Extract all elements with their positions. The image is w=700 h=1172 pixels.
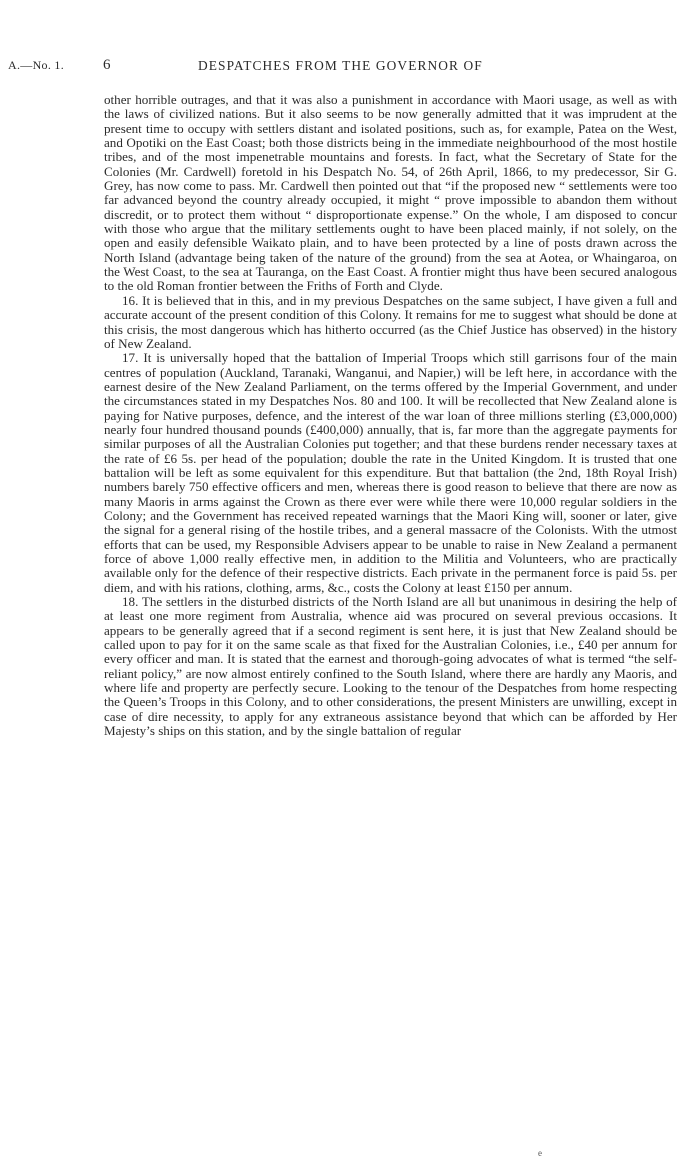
- footer-signature-mark: e: [538, 1148, 542, 1158]
- running-title: DESPATCHES FROM THE GOVERNOR OF: [198, 58, 483, 73]
- paragraph-text: other horrible outrages, and that it was also a punishment in accordance with Maori usage, as well as with the laws of civilized nations. But it also seems to be now generally admitted that it was imprudent at the present time to occupy with settlers distant and isolated positions, such as, for example, Patea on the West, and Opotiki on the East Coast; both those districts being in the immediate neighbourhood of the most hostile tribes, and of the most impenetrable mountains and forests. In fact, what the Secretary of State for the Colonies (Mr. Cardwell) foretold in his Despatch No. 54, of 26th April, 1866, to my predecessor, Sir G. Grey, has now come to pass. Mr. Cardwell then pointed out that “if the proposed new “ settlements were too far advanced beyond the country already occupied, it might “ prove impossible to abandon them without discredit, or to protect them without “ disproportionate expense.” On the whole, I am disposed to concur with those who argue that the military settlements ought to have been placed mainly, if not solely, on the open and easily defensible Waikato plain, and to have been protected by a line of posts drawn across the North Island (advantage being taken of the nature of the ground) from the sea at Aotea, or Whaingaroa, on the West Coast, to the sea at Tauranga, on the East Coast. A frontier might thus have been secured analogous to the old Roman frontier between the Friths of Forth and Clyde.: [104, 92, 677, 294]
- page-number: 6: [103, 57, 111, 73]
- paragraph-text: The settlers in the disturbed districts of the North Island are all but unanimous in desiring the help of at least one more regiment from Australia, whence aid was procured on several previous occasions. It appears to be generally agreed that if a second regiment is sent here, it is just that New Zealand should be called upon to pay for it on the same scale as that fixed for the Australian Colonies, i.e., £40 per annum for every officer and man. It is stated that the earnest and thorough-going advocates of what is termed “the self-reliant policy,” are now almost entirely confined to the South Island, where there are hardly any Maoris, and where life and property are perfectly secure. Looking to the tenour of the Despatches from home respecting the Queen’s Troops in this Colony, and to other considerations, the present Ministers are unwilling, except in case of dire necessity, to apply for any extraneous assistance beyond that which can be afforded by Her Majesty’s ships on this station, and by the single battalion of regular: [104, 594, 677, 739]
- despatch-body: [104, 93, 677, 738]
- paragraph-number: 16.: [122, 292, 139, 308]
- paragraph-continued: [104, 93, 677, 294]
- page-header: [0, 58, 700, 78]
- paragraph-number: 17.: [122, 350, 139, 366]
- paragraph-17: [104, 351, 677, 595]
- paragraph-16: [104, 294, 677, 351]
- paragraph-text: It is universally hoped that the battalion of Imperial Troops which still garrisons four of the main centres of population (Auckland, Taranaki, Wanganui, and Napier,) will be left here, in accordance with the earnest desire of the New Zealand Parliament, on the terms offered by the Imperial Government, and under the circumstances stated in my Despatches Nos. 80 and 100. It will be recollected that New Zealand alone is paying for Native purposes, defence, and the interest of the war loan of three millions sterling (£3,000,000) nearly four hundred thousand pounds (£400,000) annually, that is, far more than the aggregate payments for similar purposes of all the Australian Colonies put together; and that these burdens render necessary taxes at the rate of £6 5s. per head of the population; double the rate in the United Kingdom. It is trusted that one battalion will be left as some equivalent for this expenditure. But that battalion (the 2nd, 18th Royal Irish) numbers barely 750 effective officers and men, whereas there is good reason to believe that there are now as many Maoris in arms against the Crown as there ever were while there were 10,000 regular soldiers in the Colony; and the Government has received repeated warnings that the Maori King will, sooner or later, give the signal for a general rising of the hostile tribes, and a general massacre of the Colonists. With the utmost efforts that can be used, my Responsible Advisers appear to be unable to raise in New Zealand a permanent force of above 1,000 really effective men, in addition to the Militia and Volunteers, who are practically available only for the defence of their respective districts. Each private in the permanent force is paid 5s. per diem, and with his rations, clothing, arms, &c., costs the Colony at least £150 per annum.: [104, 350, 677, 595]
- paragraph-number: 18.: [122, 594, 139, 610]
- paragraph-18: [104, 595, 677, 738]
- paragraph-text: It is believed that in this, and in my previous Despatches on the same subject, I have given a full and accurate account of the present condition of this Colony. It remains for me to suggest what should be done at this crisis, the most dangerous which has hitherto occurred (as the Chief Justice has observed) in the history of New Zealand.: [104, 292, 677, 351]
- document-reference: A.—No. 1.: [8, 58, 65, 72]
